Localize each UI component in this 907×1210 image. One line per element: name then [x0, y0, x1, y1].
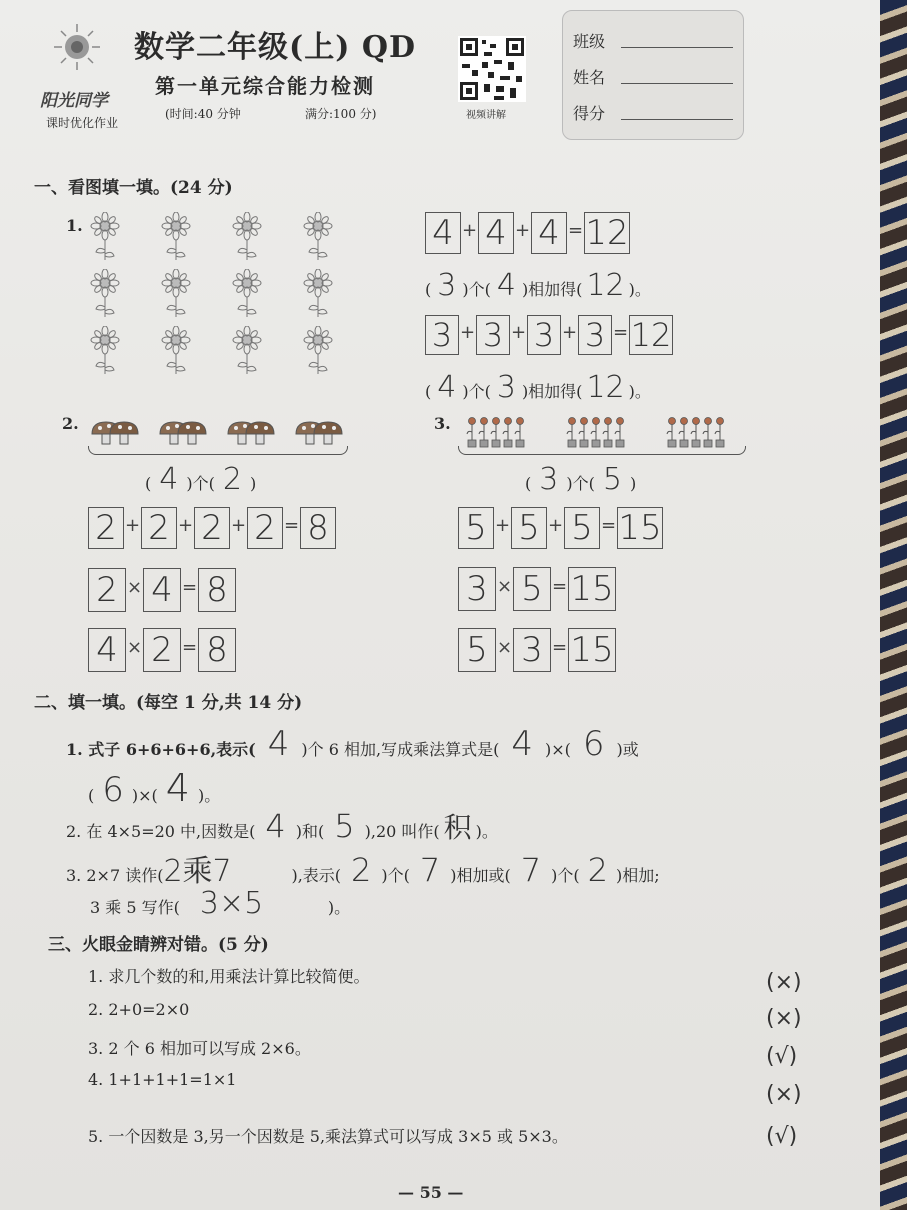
tf-item-2-text: 2. 2+0=2×0 — [88, 1000, 190, 1019]
q2-caption-a[interactable]: 4 — [159, 462, 179, 497]
q3-add-plus-sign: + — [495, 515, 511, 536]
q1-r2-box-0[interactable]: 3 — [425, 315, 459, 355]
flower-icon — [161, 326, 191, 376]
q1-sentence1: ( 3 )个( 4 )相加得( 12 )。 — [425, 268, 651, 303]
s2-q3-answer-b[interactable]: 2 — [351, 851, 372, 889]
s2-q2-answer-b[interactable]: 5 — [334, 807, 355, 845]
q1-s1-answer-c[interactable]: 12 — [586, 268, 625, 303]
flower-icon — [161, 212, 191, 262]
q3-add-equals-sign: = — [601, 515, 617, 536]
q3-mul1-box-4[interactable]: 15 — [568, 567, 616, 611]
mushroom-pair-icon — [226, 420, 276, 446]
flower-group-icon — [566, 416, 630, 448]
s2-q1-answer-d[interactable]: 6 — [102, 770, 124, 810]
tf-item-3-answer[interactable]: (√) — [766, 1044, 798, 1069]
score-label: 得分 — [573, 104, 606, 123]
q1-r2-plus-sign: + — [511, 322, 527, 343]
q3-add-box-2[interactable]: 5 — [511, 507, 547, 549]
q1-r2-plus-sign: + — [562, 322, 578, 343]
q3-mul2-box-4[interactable]: 15 — [568, 628, 616, 672]
q2-mul1-equals-sign: = — [182, 577, 198, 598]
class-label: 班级 — [573, 32, 606, 51]
q2-add-plus-sign: + — [178, 515, 194, 536]
s2-q2-answer-c[interactable]: 积 — [443, 811, 472, 844]
q3-caption: ( 3 )个( 5 ) — [525, 462, 637, 497]
q1-sentence2: ( 4 )个( 3 )相加得( 12 )。 — [425, 370, 651, 405]
student-info-box — [562, 10, 744, 140]
q3-caption-a[interactable]: 3 — [539, 462, 559, 497]
page-title: 数学二年级(上) QD — [134, 30, 416, 65]
q3-mul1-times-sign: × — [497, 576, 513, 597]
brand-subtitle: 课时优化作业 — [46, 116, 119, 130]
q3-mul2-times-sign: × — [497, 637, 513, 658]
q1-s2-answer-c[interactable]: 12 — [586, 370, 625, 405]
s2-q1-line1: 1. 式子 6+6+6+6,表示( 4 )个 6 相加,写成乘法算式是( 4 )×( 6 )或 — [66, 724, 639, 764]
q1-r2-box-6[interactable]: 3 — [578, 315, 612, 355]
q3-mul1-box-0[interactable]: 3 — [458, 567, 496, 611]
q3-add-plus-sign: + — [548, 515, 564, 536]
q2-add-box-8[interactable]: 8 — [300, 507, 336, 549]
s2-q2: 2. 在 4×5=20 中,因数是( 4 )和( 5 ),20 叫作( 积 )。 — [66, 807, 498, 845]
score-field[interactable] — [621, 119, 733, 120]
q1-s2-answer-a[interactable]: 4 — [437, 370, 457, 405]
s2-q3-line2: 3 乘 5 写作( 3×5 )。 — [90, 886, 351, 921]
background-carpet — [880, 0, 907, 1210]
flower-icon — [303, 326, 333, 376]
q2-mul2-box-4[interactable]: 8 — [198, 628, 236, 672]
q1-s1-answer-b[interactable]: 4 — [496, 268, 516, 303]
qr-caption: 视频讲解 — [466, 110, 506, 121]
q2-mul1-times-sign: × — [127, 577, 143, 598]
q2-mul2-box-2[interactable]: 2 — [143, 628, 181, 672]
section1-title: 一、看图填一填。(24 分) — [34, 178, 233, 198]
q2-mul2-equals-sign: = — [182, 637, 198, 658]
section3-title: 三、火眼金睛辨对错。(5 分) — [48, 935, 269, 955]
q2-mul1-box-2[interactable]: 4 — [143, 568, 181, 612]
q3-mul2-box-2[interactable]: 3 — [513, 628, 551, 672]
q2-number: 2. — [62, 414, 79, 433]
flower-icon — [232, 269, 262, 319]
tf-item-4-answer[interactable]: (×) — [766, 1082, 802, 1107]
q3-mul2-box-0[interactable]: 5 — [458, 628, 496, 672]
tf-item-1-text: 1. 求几个数的和,用乘法计算比较简便。 — [88, 967, 370, 986]
s2-q1-answer-a[interactable]: 4 — [267, 724, 290, 764]
q2-add-plus-sign: + — [125, 515, 141, 536]
s2-q3-answer-c[interactable]: 7 — [419, 851, 441, 889]
q2-mul2-box-0[interactable]: 4 — [88, 628, 126, 672]
q2-add-plus-sign: + — [231, 515, 247, 536]
q3-mul1-equals-sign: = — [552, 576, 568, 597]
q1-r1-plus-sign: + — [462, 220, 478, 241]
q1-r1-box-2[interactable]: 4 — [478, 212, 514, 254]
s2-q3-answer-a[interactable]: 2乘7 — [163, 854, 232, 889]
s2-q1-answer-c[interactable]: 6 — [582, 724, 605, 764]
flower-icon — [161, 269, 191, 319]
s2-q3-answer-e[interactable]: 2 — [587, 851, 608, 889]
q1-r1-equals-sign: = — [568, 220, 584, 241]
s2-q2-answer-a[interactable]: 4 — [265, 807, 286, 845]
q1-r2-plus-sign: + — [460, 322, 476, 343]
s2-q1-answer-e[interactable]: 4 — [165, 766, 190, 810]
q1-r2-box-8[interactable]: 12 — [630, 316, 672, 354]
page-subtitle: 第一单元综合能力检测 — [155, 74, 375, 98]
q2-mul2-times-sign: × — [127, 637, 143, 658]
q1-r1-box-4[interactable]: 4 — [531, 212, 567, 254]
q1-r2-box-4[interactable]: 3 — [527, 315, 561, 355]
q1-number: 1. — [66, 216, 83, 235]
q3-add-box-6[interactable]: 15 — [618, 508, 662, 548]
q3-brace — [458, 446, 746, 455]
q1-r1-plus-sign: + — [515, 220, 531, 241]
name-label: 姓名 — [573, 68, 606, 87]
flower-icon — [303, 212, 333, 262]
flower-group-icon — [466, 416, 530, 448]
q1-s2-answer-b[interactable]: 3 — [496, 370, 516, 405]
q2-add-box-2[interactable]: 2 — [141, 507, 177, 549]
q3-number: 3. — [434, 414, 451, 433]
tf-item-2-answer[interactable]: (×) — [766, 1006, 802, 1031]
q2-add-box-4[interactable]: 2 — [194, 507, 230, 549]
flower-icon — [303, 269, 333, 319]
q2-add-box-6[interactable]: 2 — [247, 507, 283, 549]
s2-q3-answer-d[interactable]: 7 — [520, 851, 542, 889]
q2-add-box-0[interactable]: 2 — [88, 507, 124, 549]
flower-group-icon — [666, 416, 730, 448]
mushroom-pair-icon — [158, 420, 208, 446]
tf-item-1-answer[interactable]: (×) — [766, 970, 802, 995]
class-field[interactable] — [621, 47, 733, 48]
mushroom-pair-icon — [90, 420, 140, 446]
tf-item-5-text: 5. 一个因数是 3,另一个因数是 5,乘法算式可以写成 3×5 或 5×3。 — [88, 1127, 568, 1146]
q1-r2-equals-sign: = — [613, 322, 629, 343]
q2-brace — [88, 446, 348, 455]
q3-mul1-box-2[interactable]: 5 — [513, 567, 551, 611]
flower-icon — [90, 269, 120, 319]
q2-add-equals-sign: = — [284, 515, 300, 536]
tf-item-4-text: 4. 1+1+1+1=1×1 — [88, 1070, 237, 1089]
s2-q3-line1: 3. 2×7 读作(2乘7 ),表示( 2 )个( 7 )相加或( 7 )个( 2 )相加; — [66, 846, 660, 890]
q1-s1-answer-a[interactable]: 3 — [437, 268, 457, 303]
flower-icon — [232, 326, 262, 376]
tf-item-3-text: 3. 2 个 6 相加可以写成 2×6。 — [88, 1039, 311, 1058]
page-number: — 55 — — [398, 1183, 464, 1202]
s2-q1-answer-b[interactable]: 4 — [511, 724, 533, 764]
time-limit: (时间:40 分钟 — [165, 107, 241, 121]
q2-caption-b[interactable]: 2 — [222, 462, 242, 497]
full-score: 满分:100 分) — [305, 107, 377, 121]
q3-add-box-0[interactable]: 5 — [458, 507, 494, 549]
q1-r2-box-2[interactable]: 3 — [476, 315, 510, 355]
q3-add-box-4[interactable]: 5 — [564, 507, 600, 549]
tf-item-5-answer[interactable]: (√) — [766, 1124, 798, 1149]
q3-caption-b[interactable]: 5 — [602, 462, 622, 497]
section2-title: 二、填一填。(每空 1 分,共 14 分) — [34, 693, 303, 713]
sun-logo-icon — [52, 22, 102, 72]
mushroom-pair-icon — [294, 420, 344, 446]
qr-code-icon[interactable] — [458, 36, 526, 102]
s2-q1-line2: ( 6 )×( 4 )。 — [88, 766, 221, 810]
q1-r1-box-0[interactable]: 4 — [425, 212, 461, 254]
flower-icon — [90, 326, 120, 376]
q3-mul2-equals-sign: = — [552, 637, 568, 658]
q2-caption: ( 4 )个( 2 ) — [145, 462, 257, 497]
brand-logo: 阳光同学 — [40, 91, 108, 111]
flower-icon — [232, 212, 262, 262]
flower-icon — [90, 212, 120, 262]
q2-mul1-box-0[interactable]: 2 — [88, 568, 126, 612]
q1-r1-box-6[interactable]: 12 — [585, 213, 629, 253]
q2-mul1-box-4[interactable]: 8 — [198, 568, 236, 612]
name-field[interactable] — [621, 83, 733, 84]
s2-q3-answer-f[interactable]: 3×5 — [199, 886, 264, 921]
